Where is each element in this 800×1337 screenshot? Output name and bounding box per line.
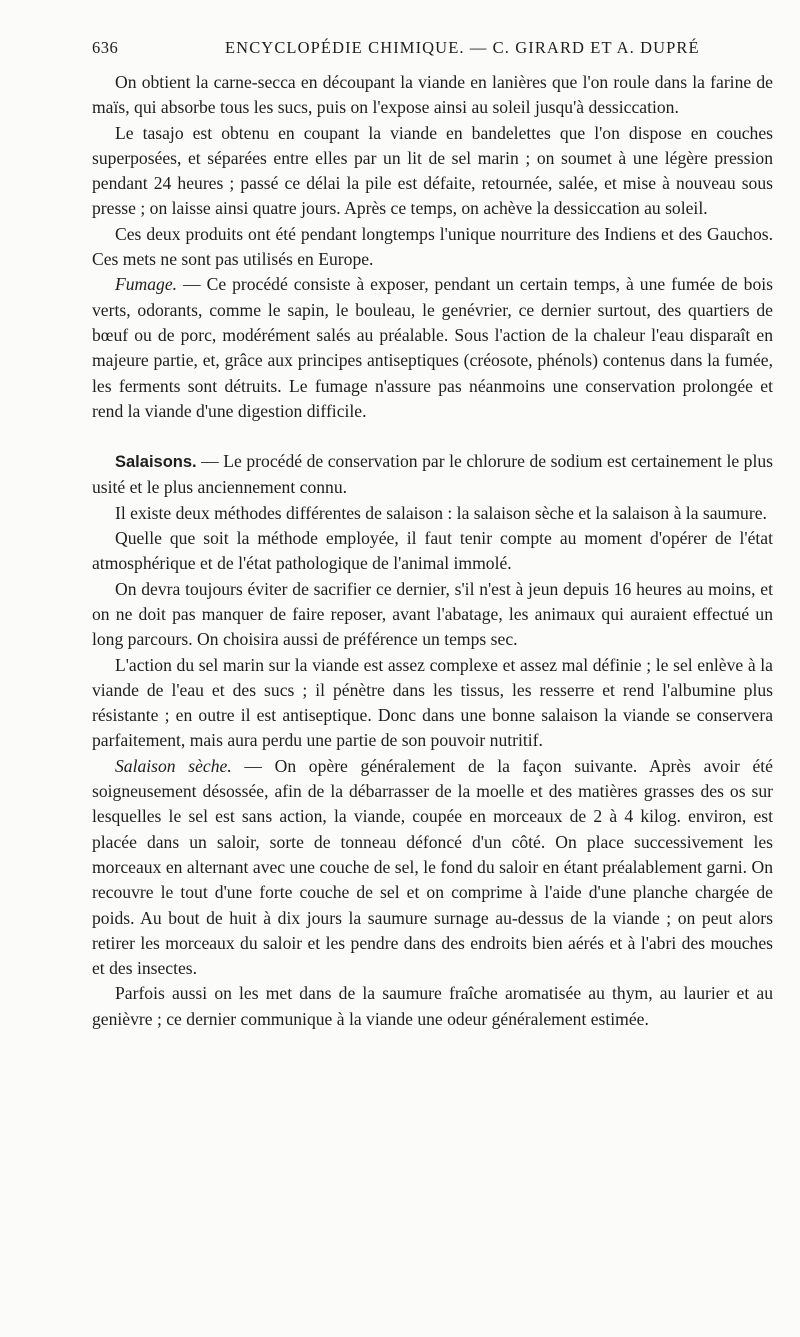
section-heading: Salaisons.: [115, 453, 197, 472]
page-number: 636: [92, 38, 119, 57]
paragraph: On devra toujours éviter de sacrifier ce dernier, s'il n'est à jeun depuis 16 heures au moins, et on ne doit pas manquer de faire reposer, avant l'abatage, les animaux qui auraient effectué un long parcours. On choisira aussi de préférence un temps sec.: [92, 578, 773, 650]
paragraph: Parfois aussi on les met dans de la saumure fraîche aromatisée au thym, au laurier et au genièvre ; ce dernier communique à la viande une odeur généralement estimée.: [92, 983, 773, 1029]
body-text: [92, 70, 773, 1032]
paragraph-fumage: Fumage. — Ce procédé consiste à exposer, pendant un certain temps, à une fumée de bois verts, odorants, comme le sapin, le bouleau, le genévrier, ce dernier surtout, des quartiers de bœuf ou de porc, modérément salés au préalable. Sous l'action de la chaleur l'eau disparaît en majeure partie, et, grâce aux principes antiseptiques (créosote, phénols) contenus dans la fumée, les ferments sont détruits. Le fumage n'assure pas néanmoins une conservation prolongée et rend la viande d'une digestion difficile.: [92, 274, 773, 421]
paragraph: Il existe deux méthodes différentes de salaison : la salaison sèche et la salaison à la saumure.: [115, 502, 767, 523]
paragraph: On obtient la carne-secca en découpant la viande en lanières que l'on roule dans la farine de maïs, qui absorbe tous les sucs, puis on l'expose ainsi au soleil jusqu'à dessiccation.: [92, 72, 773, 118]
running-header: [92, 38, 773, 64]
paragraph: Quelle que soit la méthode employée, il faut tenir compte au moment d'opérer de l'état atmosphérique et de l'état pathologique de l'animal immolé.: [92, 528, 773, 574]
section-lead: Fumage.: [115, 274, 178, 295]
running-title: ENCYCLOPÉDIE CHIMIQUE. — C. GIRARD ET A. DUPRÉ: [225, 38, 700, 57]
paragraph-salaisons: Salaisons. — Le procédé de conservation par le chlorure de sodium est certainement le plus usité et le plus anciennement connu.: [92, 451, 773, 498]
paragraph-salaison-seche: Salaison sèche. — On opère généralement de la façon suivante. Après avoir été soigneusement désossée, afin de la débarrasser de la moelle et des matières grasses des os sur lesquelles le sel est sans action, la viande, coupée en morceaux de 2 à 4 kilog. environ, est placée dans un saloir, sorte de tonneau défoncé d'un côté. On place successivement les morceaux en alternant avec une couche de sel, le fond du saloir en étant préalablement garni. On recouvre le tout d'une forte couche de sel et on comprime à l'aide d'une planche chargée de poids. Au bout de huit à dix jours la saumure surnage au-dessus de la viande ; on peut alors retirer les morceaux du saloir et les pendre dans des endroits bien aérés et à l'abri des mouches et des insectes.: [92, 755, 773, 979]
paragraph: Ces deux produits ont été pendant longtemps l'unique nourriture des Indiens et des Gauchos. Ces mets ne sont pas utilisés en Europe.: [92, 223, 773, 270]
paragraph: Le tasajo est obtenu en coupant la viande en bandelettes que l'on dispose en couches superposées, et séparées entre elles par un lit de sel marin ; on soumet à une légère pression pendant 24 heures ; passé ce délai la pile est défaite, retournée, salée, et mise à nouveau sous presse ; on laisse ainsi quatre jours. Après ce temps, on achève la dessiccation au soleil.: [92, 122, 773, 219]
section-lead: Salaison sèche.: [115, 755, 232, 776]
paragraph: L'action du sel marin sur la viande est assez complexe et assez mal définie ; le sel enlève à la viande de l'eau et des sucs ; il pénètre dans les tissus, les resserre et rend l'albumine plus résistante ; en outre il est antiseptique. Donc dans une bonne salaison la viande se conservera parfaitement, mais aura perdu une partie de son pouvoir nutritif.: [92, 654, 773, 751]
